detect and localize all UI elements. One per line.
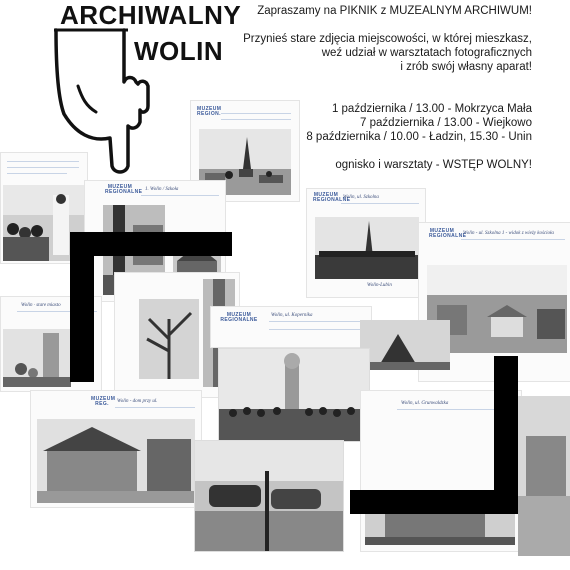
archive-card: Wolin, ul. Grunwaldzka bbox=[360, 390, 522, 552]
archive-card: MUZEUM REGIONALNE Wolin, ul. Kopernika bbox=[210, 306, 372, 348]
bring-text-line3: i zrób swój własny aparat! bbox=[400, 61, 532, 73]
card-stamp: MUZEUM REGIONALNE bbox=[429, 228, 467, 239]
bring-text-line2: weź udział w warsztatach fotograficznych bbox=[321, 47, 532, 59]
archive-card: MUZEUM REG. Wolin - dom przy ul. bbox=[30, 390, 202, 508]
archive-card: Wolin · stare miasto bbox=[0, 296, 102, 392]
corner-bracket-bottom-right-vertical bbox=[494, 356, 518, 514]
archive-photo bbox=[194, 440, 344, 552]
pointing-hand-icon bbox=[52, 26, 152, 181]
archive-photo bbox=[218, 348, 370, 442]
event-date-3: 8 października / 10.00 - Ładzin, 15.30 - Unin bbox=[306, 131, 532, 143]
card-stamp: MUZEUM REGIONALNE bbox=[220, 312, 258, 323]
archive-photo bbox=[360, 320, 450, 370]
corner-bracket-bottom-right bbox=[350, 490, 518, 514]
footer-text: ognisko i warsztaty - WSTĘP WOLNY! bbox=[335, 159, 532, 171]
archive-photo bbox=[37, 419, 195, 503]
card-stamp: MUZEUM REG. bbox=[91, 396, 116, 407]
archive-card: MUZEUM REGIONALNE Wolin - ul. Szkolna 1 - widok z wieży kościoła bbox=[418, 222, 570, 382]
archive-card: MUZEUM REGIONALNE 1. Wolin / Szkoła bbox=[84, 180, 226, 302]
corner-bracket-top-left bbox=[70, 232, 232, 256]
logo-title-line1: ARCHIWALNY bbox=[60, 0, 242, 30]
archive-card: MUZEUM REGIONALNE Wolin, ul. Szkolna Wolin-Lubin bbox=[306, 188, 426, 298]
archive-photo bbox=[139, 299, 199, 379]
logo-title-line2: WOLIN bbox=[134, 36, 224, 66]
archive-photo bbox=[518, 396, 570, 556]
event-info bbox=[232, 4, 532, 172]
card-stamp: MUZEUM REGIONALNE bbox=[313, 192, 351, 203]
card-stamp: MUZEUM REGIONALNE bbox=[105, 184, 143, 195]
event-date-2: 7 października / 13.00 - Wiejkowo bbox=[360, 117, 532, 129]
bring-text-line1: Przynieś stare zdjęcia miejscowości, w której mieszkasz, bbox=[243, 33, 532, 45]
archive-photo bbox=[315, 217, 419, 279]
invite-text: Zapraszamy na PIKNIK z MUZEALNYM ARCHIWUM! bbox=[257, 5, 532, 17]
archive-photo bbox=[3, 329, 71, 387]
event-date-1: 1 października / 13.00 - Mokrzyca Mała bbox=[331, 103, 532, 115]
card-stamp: MUZEUM REGION. bbox=[197, 106, 222, 117]
corner-bracket-top-left-vertical bbox=[70, 232, 94, 382]
